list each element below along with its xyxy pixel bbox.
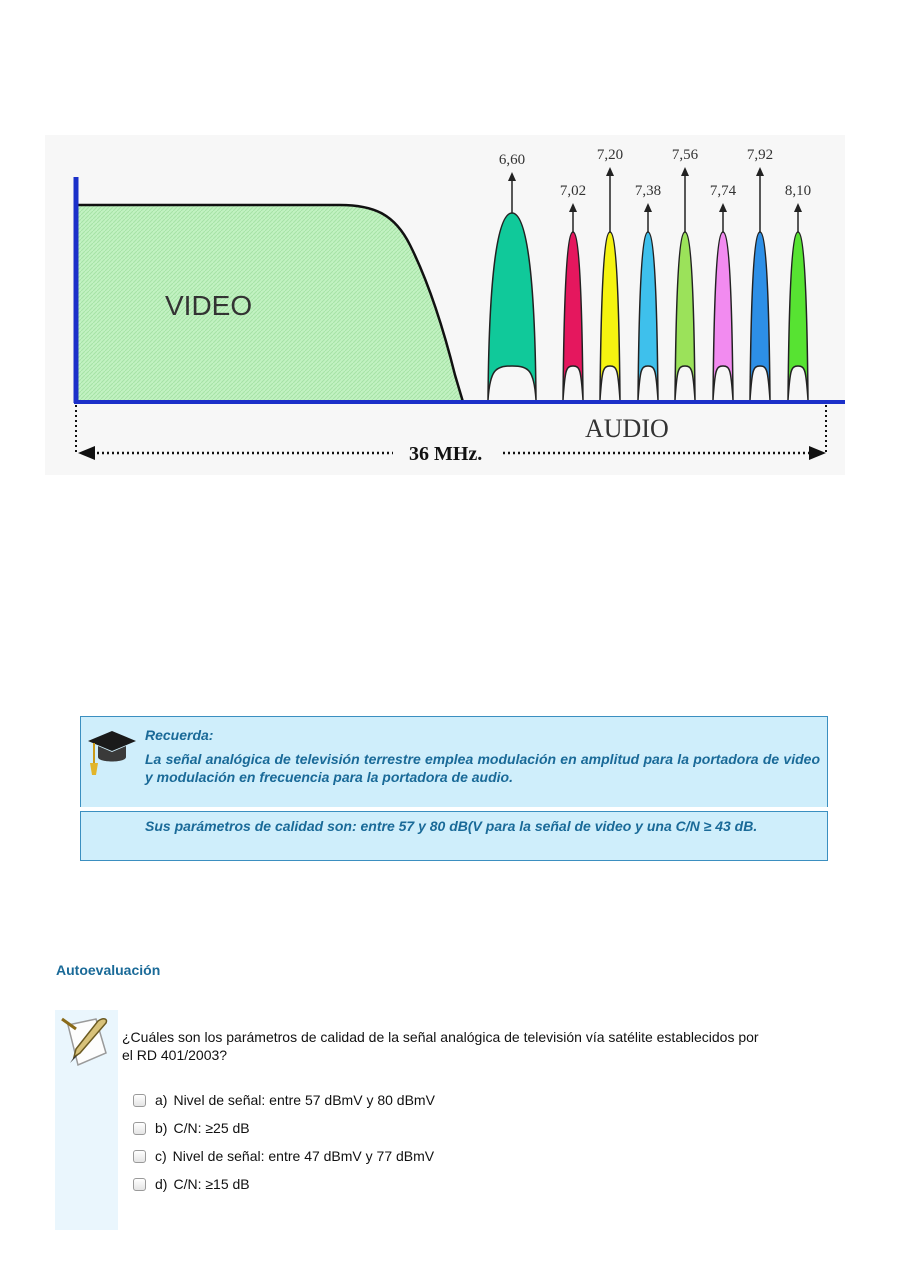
option-b[interactable] bbox=[133, 1114, 435, 1142]
carrier-frequency-label: 7,38 bbox=[634, 183, 662, 199]
option-d-checkbox[interactable] bbox=[133, 1178, 146, 1191]
reminder-title: Recuerda: bbox=[145, 727, 214, 743]
graduation-cap-icon bbox=[84, 723, 138, 779]
option-a[interactable] bbox=[133, 1086, 435, 1114]
reminder-text: La señal analógica de televisión terrestre emplea modulación en amplitud para la portadora de video y modulación en frecuencia para la portadora de audio. bbox=[145, 751, 820, 785]
carrier-frequency-label: 7,20 bbox=[596, 147, 624, 163]
spectrum-diagram bbox=[45, 135, 845, 475]
option-d-letter: d) bbox=[155, 1176, 168, 1192]
question-text: ¿Cuáles son los parámetros de calidad de la señal analógica de televisión vía satélite establecidos por el RD 401/2003? bbox=[122, 1029, 759, 1063]
option-c[interactable] bbox=[133, 1142, 435, 1170]
option-c-letter: c) bbox=[155, 1148, 167, 1164]
self-assessment-heading: Autoevaluación bbox=[56, 962, 161, 978]
option-a-text: Nivel de señal: entre 57 dBmV y 80 dBmV bbox=[173, 1092, 435, 1108]
option-c-text: Nivel de señal: entre 47 dBmV y 77 dBmV bbox=[172, 1148, 435, 1164]
option-b-text: C/N: ≥25 dB bbox=[173, 1120, 250, 1136]
option-a-checkbox[interactable] bbox=[133, 1094, 146, 1107]
option-a-letter: a) bbox=[155, 1092, 168, 1108]
carrier-frequency-label: 7,92 bbox=[746, 147, 774, 163]
quiz-sidebar bbox=[55, 1010, 118, 1230]
carrier-frequency-label: 7,02 bbox=[559, 183, 587, 199]
option-d-text: C/N: ≥15 dB bbox=[173, 1176, 250, 1192]
spectrum-figure bbox=[45, 135, 845, 475]
option-b-checkbox[interactable] bbox=[133, 1122, 146, 1135]
reminder-box bbox=[80, 716, 828, 860]
quill-paper-icon bbox=[58, 1013, 112, 1071]
option-b-letter: b) bbox=[155, 1120, 168, 1136]
bandwidth-label: 36 MHz. bbox=[409, 443, 483, 465]
carrier-frequency-label: 8,10 bbox=[784, 183, 812, 199]
reminder-bottom bbox=[80, 811, 828, 861]
option-d[interactable] bbox=[133, 1170, 435, 1198]
option-c-checkbox[interactable] bbox=[133, 1150, 146, 1163]
reminder-quality-text: Sus parámetros de calidad son: entre 57 y 80 dB(V para la señal de video y una C/N ≥ 43 dB. bbox=[145, 818, 758, 834]
carrier-frequency-label: 7,74 bbox=[709, 183, 737, 199]
reminder-top bbox=[80, 716, 828, 807]
video-label: VIDEO bbox=[165, 290, 253, 321]
audio-label: AUDIO bbox=[585, 414, 669, 443]
answer-options bbox=[133, 1086, 435, 1198]
carrier-frequency-label: 7,56 bbox=[671, 147, 699, 163]
carrier-frequency-label: 6,60 bbox=[498, 152, 526, 168]
